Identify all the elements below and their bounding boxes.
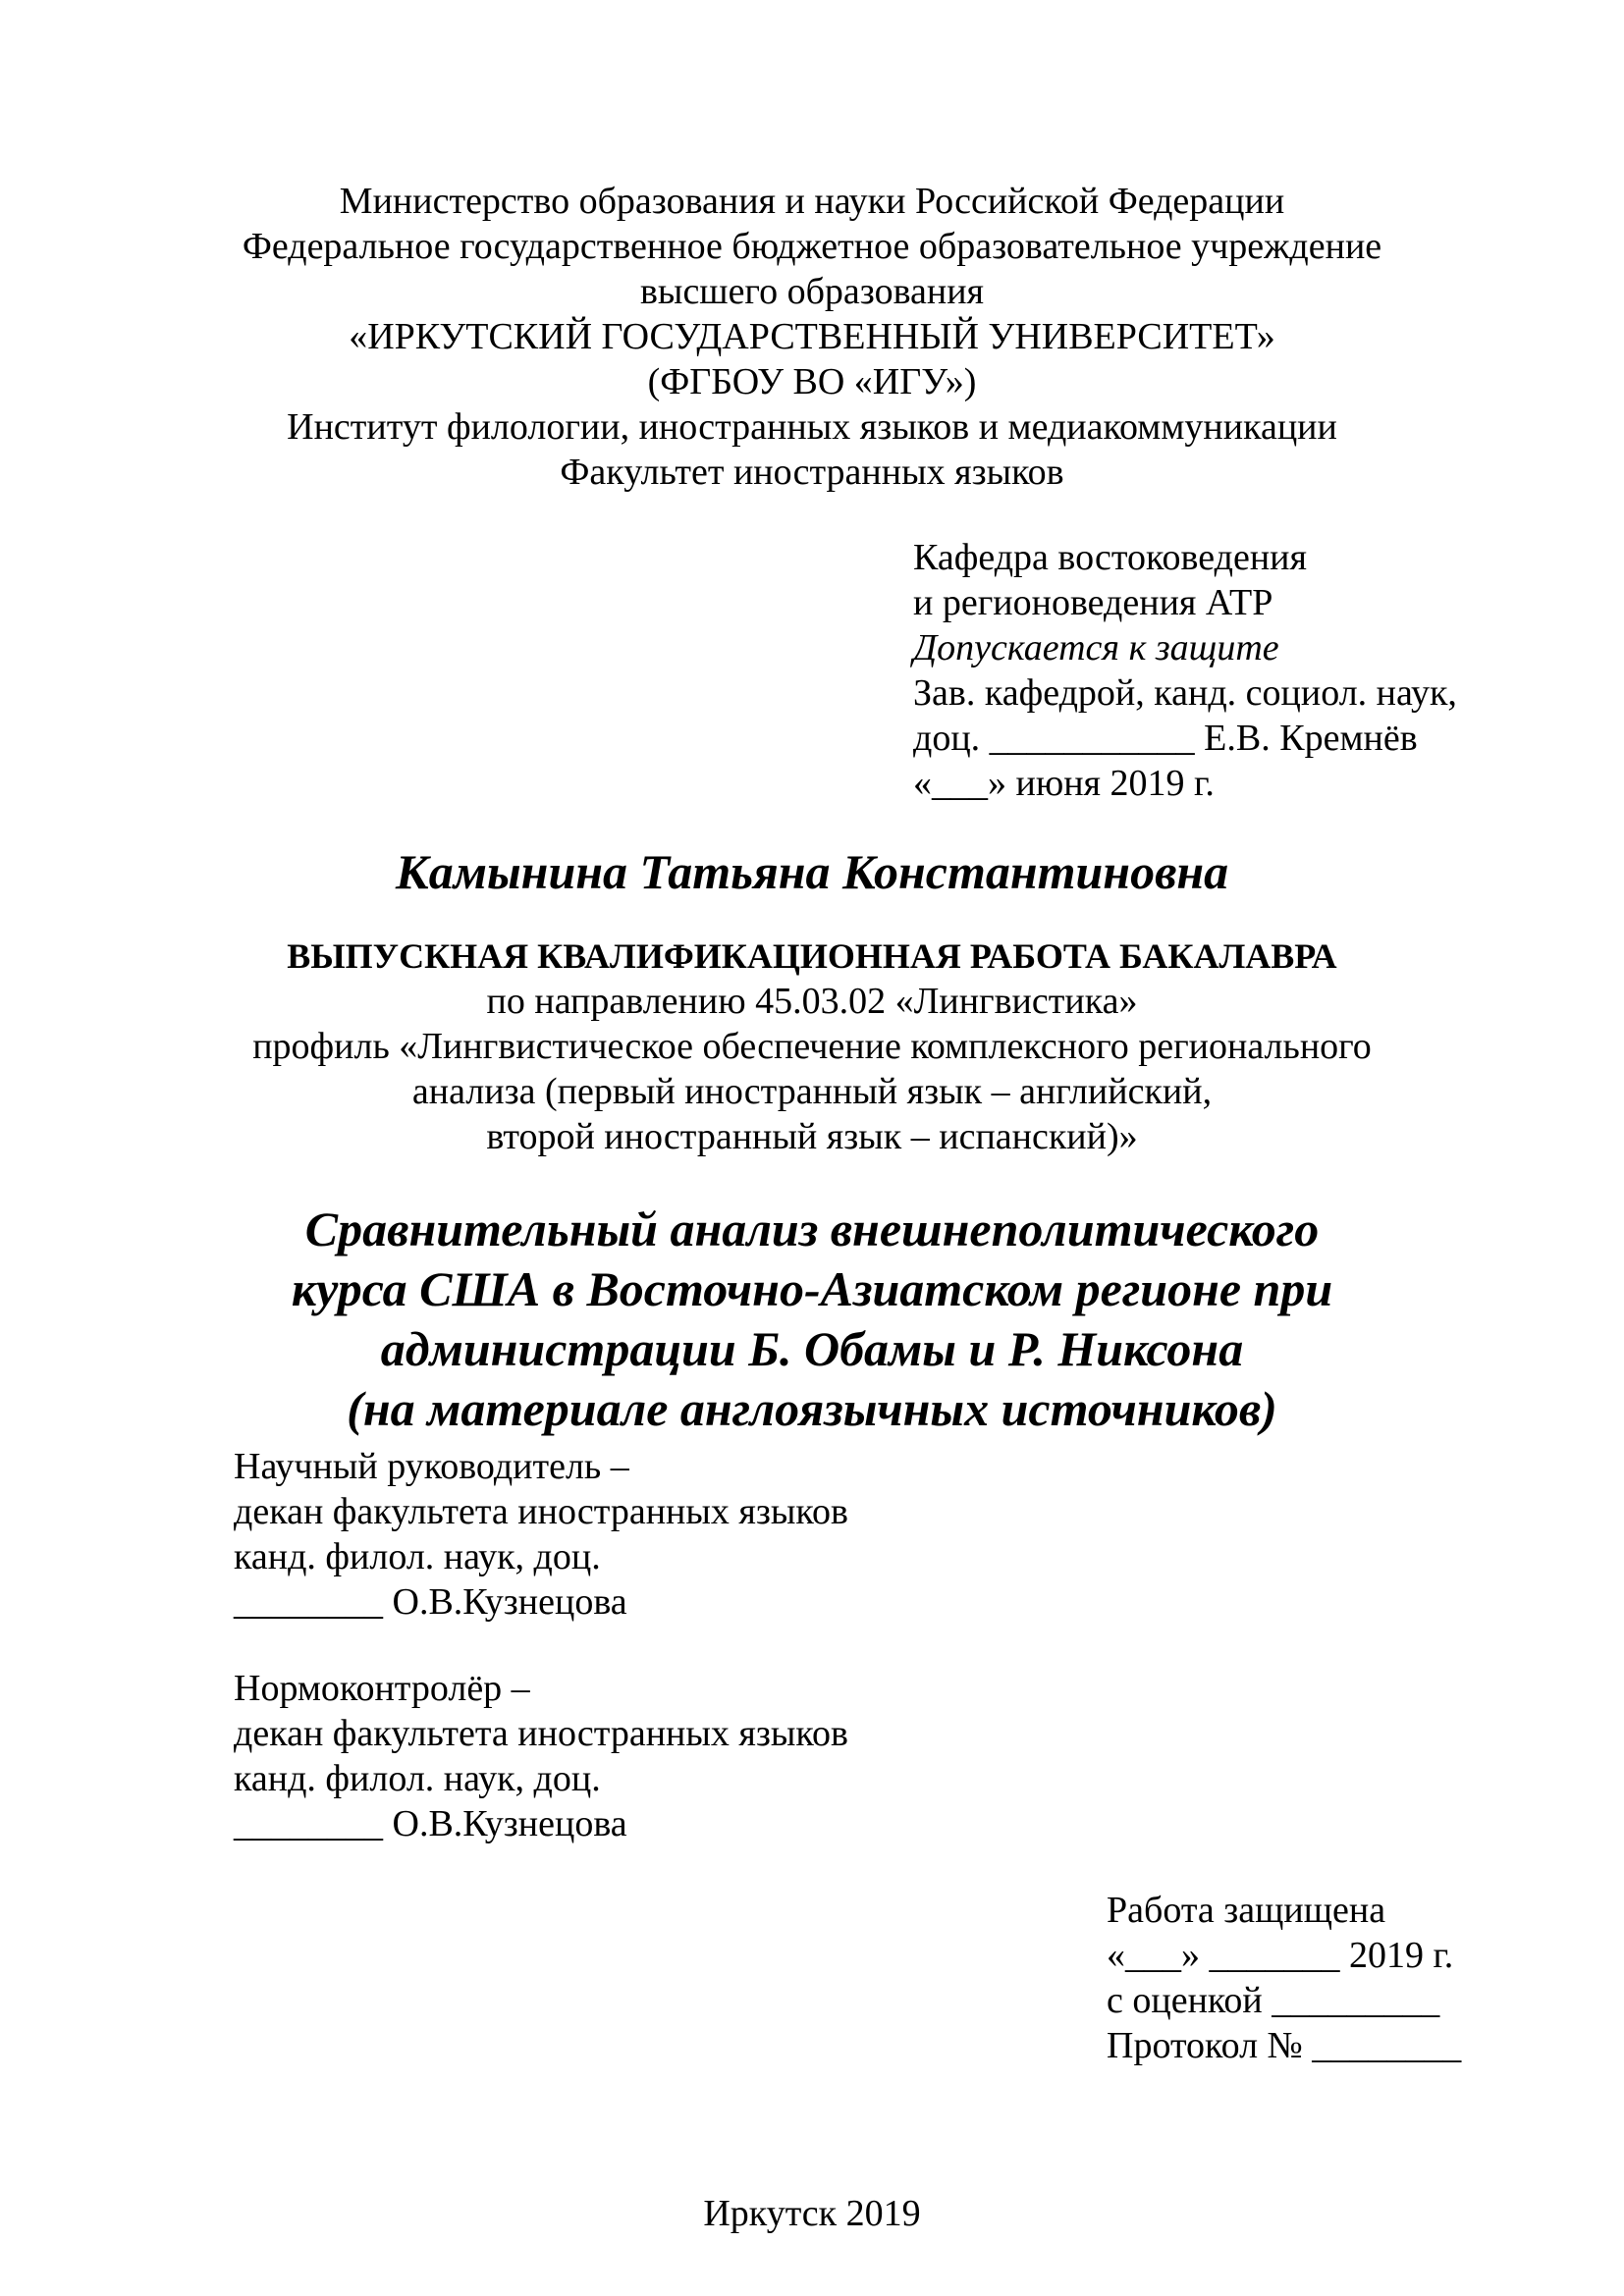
university-name: «ИРКУТСКИЙ ГОСУДАРСТВЕННЫЙ УНИВЕРСИТЕТ» <box>349 316 1275 357</box>
institute-name: Институт филологии, иностранных языков и медиакоммуникации <box>287 406 1337 448</box>
thesis-title-line-2: курса США в Восточно-Азиатском регионе при <box>291 1261 1333 1316</box>
city-year: Иркутск 2019 <box>703 2193 921 2234</box>
thesis-title-line-1: Сравнительный анализ внешнеполитического <box>304 1201 1320 1256</box>
admitted-to-defense: Допускается к защите <box>913 627 1279 668</box>
supervisor-degree: канд. филол. наук, доц. <box>234 1536 601 1577</box>
approval-date: «___» июня 2019 г. <box>913 763 1215 804</box>
head-signature-line: доц. ___________ Е.В. Кремнёв <box>913 718 1418 759</box>
supervisor-role: Научный руководитель – <box>234 1446 629 1487</box>
norm-controller-signature-line: ________ О.В.Кузнецова <box>234 1803 627 1844</box>
head-of-department: Зав. кафедрой, канд. социол. наук, <box>913 672 1457 714</box>
norm-controller-role: Нормоконтролёр – <box>234 1668 530 1709</box>
profile-line-1: профиль «Лингвистическое обеспечение комплексного регионального <box>252 1026 1372 1067</box>
university-abbreviation: (ФГБОУ ВО «ИГУ») <box>647 361 977 402</box>
direction-line: по направлению 45.03.02 «Лингвистика» <box>486 981 1138 1022</box>
ministry-line: Министерство образования и науки Российской Федерации <box>339 181 1285 222</box>
norm-controller-degree: канд. филол. наук, доц. <box>234 1758 601 1799</box>
defense-grade: с оценкой _________ <box>1107 1980 1440 2021</box>
institution-type-line-2: высшего образования <box>639 271 985 312</box>
department-line-2: и регионоведения АТР <box>913 582 1273 623</box>
norm-controller-position: декан факультета иностранных языков <box>234 1713 848 1754</box>
author-name: Камынина Татьяна Константиновна <box>395 844 1229 899</box>
thesis-title-line-3: администрации Б. Обамы и Р. Никсона <box>380 1321 1244 1376</box>
defended-label: Работа защищена <box>1107 1890 1386 1931</box>
profile-line-3: второй иностранный язык – испанский)» <box>486 1116 1138 1157</box>
supervisor-position: декан факультета иностранных языков <box>234 1491 848 1532</box>
faculty-name: Факультет иностранных языков <box>560 452 1064 493</box>
institution-type-line: Федеральное государственное бюджетное образовательное учреждение <box>242 226 1382 267</box>
profile-line-2: анализа (первый иностранный язык – английский, <box>411 1071 1213 1112</box>
defense-date: «___» _______ 2019 г. <box>1107 1935 1454 1976</box>
defense-protocol: Протокол № ________ <box>1107 2025 1462 2066</box>
thesis-title-line-4: (на материале англоязычных источников) <box>347 1381 1277 1436</box>
department-line-1: Кафедра востоковедения <box>913 537 1307 578</box>
supervisor-signature-line: ________ О.В.Кузнецова <box>234 1581 627 1623</box>
work-type: ВЫПУСКНАЯ КВАЛИФИКАЦИОННАЯ РАБОТА БАКАЛАВРА <box>287 936 1337 976</box>
